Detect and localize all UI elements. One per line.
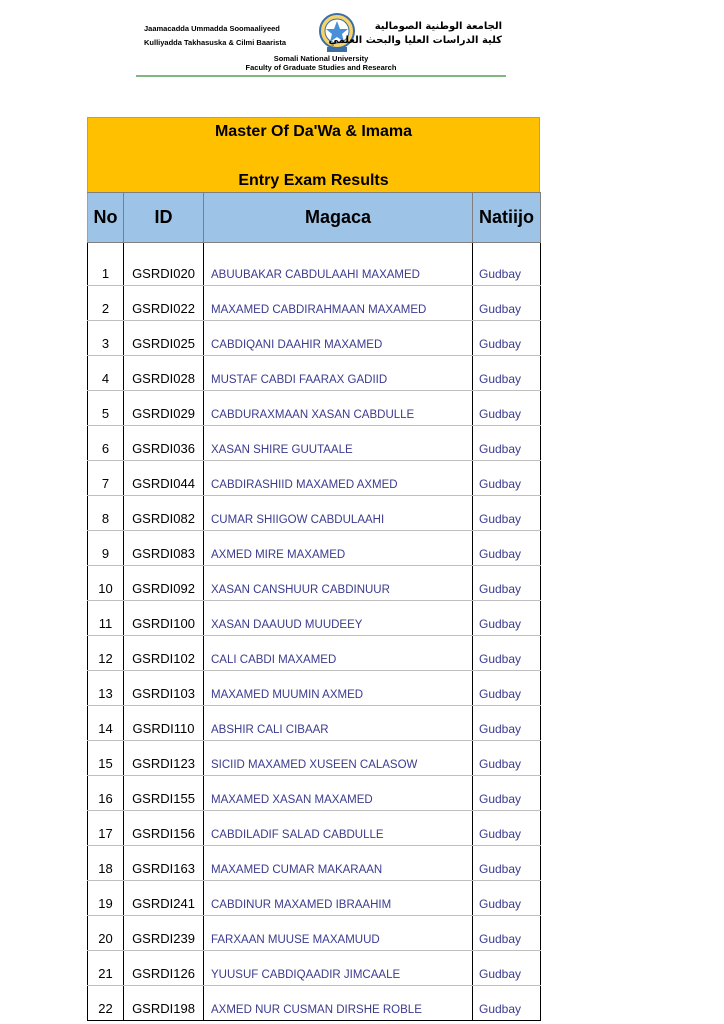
table-row [88, 916, 541, 951]
faculty-name-english: Faculty of Graduate Studies and Research [245, 63, 397, 72]
table-row [88, 741, 541, 776]
table-row [88, 566, 541, 601]
faculty-name-arabic: كلية الدراسات العليا والبحث العلمي [328, 35, 502, 46]
cell-result: Gudbay [473, 776, 541, 811]
cell-result: Gudbay [473, 811, 541, 846]
cell-name: XASAN SHIRE GUUTAALE [204, 426, 473, 461]
cell-id: GSRDI123 [124, 741, 204, 776]
cell-id: GSRDI028 [124, 356, 204, 391]
cell-result: Gudbay [473, 986, 541, 1021]
cell-name: SICIID MAXAMED XUSEEN CALASOW [204, 741, 473, 776]
table-row [88, 251, 541, 286]
table-row [88, 601, 541, 636]
cell-result: Gudbay [473, 391, 541, 426]
cell-no: 9 [88, 531, 124, 566]
cell-id: GSRDI036 [124, 426, 204, 461]
cell-result: Gudbay [473, 461, 541, 496]
cell-id: GSRDI092 [124, 566, 204, 601]
letterhead-english [136, 54, 506, 72]
cell-name: MAXAMED CABDIRAHMAAN MAXAMED [204, 286, 473, 321]
table-row [88, 426, 541, 461]
cell-id: GSRDI198 [124, 986, 204, 1021]
table-row [88, 321, 541, 356]
cell-name: XASAN CANSHUUR CABDINUUR [204, 566, 473, 601]
cell-id: GSRDI156 [124, 811, 204, 846]
table-row [88, 531, 541, 566]
cell-id: GSRDI155 [124, 776, 204, 811]
cell-no: 21 [88, 951, 124, 986]
cell-name: CALI CABDI MAXAMED [204, 636, 473, 671]
cell-no: 1 [88, 251, 124, 286]
cell-result: Gudbay [473, 321, 541, 356]
table-row [88, 951, 541, 986]
cell-no: 2 [88, 286, 124, 321]
cell-name: ABSHIR CALI CIBAAR [204, 706, 473, 741]
cell-result: Gudbay [473, 251, 541, 286]
university-name-arabic: الجامعة الوطنية الصومالية [374, 21, 502, 32]
table-row [88, 461, 541, 496]
cell-name: MUSTAF CABDI FAARAX GADIID [204, 356, 473, 391]
table-row [88, 286, 541, 321]
letterhead [136, 12, 506, 78]
cell-id: GSRDI241 [124, 881, 204, 916]
column-header-id: ID [124, 193, 204, 243]
cell-result: Gudbay [473, 706, 541, 741]
letterhead-arabic [328, 20, 502, 48]
table-row [88, 986, 541, 1021]
cell-id: GSRDI083 [124, 531, 204, 566]
cell-name: MAXAMED CUMAR MAKARAAN [204, 846, 473, 881]
cell-no: 8 [88, 496, 124, 531]
cell-result: Gudbay [473, 601, 541, 636]
header-gap-row [88, 243, 541, 252]
cell-no: 22 [88, 986, 124, 1021]
column-header-no: No [88, 193, 124, 243]
cell-id: GSRDI020 [124, 251, 204, 286]
cell-id: GSRDI126 [124, 951, 204, 986]
cell-name: CABDIQANI DAAHIR MAXAMED [204, 321, 473, 356]
cell-result: Gudbay [473, 671, 541, 706]
cell-no: 20 [88, 916, 124, 951]
table-row [88, 881, 541, 916]
cell-name: MAXAMED MUUMIN AXMED [204, 671, 473, 706]
cell-result: Gudbay [473, 426, 541, 461]
results-table [87, 192, 541, 1021]
university-name-somali: Jaamacadda Ummadda Soomaaliyeed [144, 24, 280, 33]
cell-id: GSRDI044 [124, 461, 204, 496]
cell-result: Gudbay [473, 741, 541, 776]
cell-no: 14 [88, 706, 124, 741]
table-row [88, 391, 541, 426]
cell-no: 6 [88, 426, 124, 461]
cell-result: Gudbay [473, 566, 541, 601]
column-header-name: Magaca [204, 193, 473, 243]
cell-result: Gudbay [473, 636, 541, 671]
cell-id: GSRDI163 [124, 846, 204, 881]
cell-name: XASAN DAAUUD MUUDEEY [204, 601, 473, 636]
results-subtitle: Entry Exam Results [238, 172, 389, 189]
table-header-row [88, 193, 541, 243]
results-table-container [87, 117, 540, 1021]
cell-name: CABDURAXMAAN XASAN CABDULLE [204, 391, 473, 426]
cell-name: CABDIRASHIID MAXAMED AXMED [204, 461, 473, 496]
cell-id: GSRDI103 [124, 671, 204, 706]
cell-result: Gudbay [473, 846, 541, 881]
cell-result: Gudbay [473, 916, 541, 951]
table-row [88, 811, 541, 846]
cell-id: GSRDI100 [124, 601, 204, 636]
results-banner [87, 117, 540, 192]
cell-no: 3 [88, 321, 124, 356]
cell-name: ABUUBAKAR CABDULAAHI MAXAMED [204, 251, 473, 286]
cell-no: 10 [88, 566, 124, 601]
cell-no: 12 [88, 636, 124, 671]
cell-no: 5 [88, 391, 124, 426]
cell-name: MAXAMED XASAN MAXAMED [204, 776, 473, 811]
cell-no: 13 [88, 671, 124, 706]
table-row [88, 496, 541, 531]
cell-name: CUMAR SHIIGOW CABDULAAHI [204, 496, 473, 531]
cell-no: 16 [88, 776, 124, 811]
table-row [88, 846, 541, 881]
cell-result: Gudbay [473, 356, 541, 391]
cell-id: GSRDI239 [124, 916, 204, 951]
cell-no: 11 [88, 601, 124, 636]
cell-no: 17 [88, 811, 124, 846]
cell-result: Gudbay [473, 531, 541, 566]
cell-result: Gudbay [473, 496, 541, 531]
cell-no: 19 [88, 881, 124, 916]
cell-result: Gudbay [473, 951, 541, 986]
cell-name: AXMED NUR CUSMAN DIRSHE ROBLE [204, 986, 473, 1021]
cell-name: CABDINUR MAXAMED IBRAAHIM [204, 881, 473, 916]
column-header-result: Natiijo [473, 193, 541, 243]
cell-id: GSRDI025 [124, 321, 204, 356]
table-row [88, 356, 541, 391]
program-title: Master Of Da'Wa & Imama [214, 123, 413, 140]
cell-result: Gudbay [473, 286, 541, 321]
table-row [88, 636, 541, 671]
university-name-english: Somali National University [273, 54, 369, 63]
cell-id: GSRDI022 [124, 286, 204, 321]
cell-id: GSRDI082 [124, 496, 204, 531]
faculty-name-somali: Kulliyadda Takhasuska & Cilmi Baarista [144, 38, 286, 47]
cell-no: 4 [88, 356, 124, 391]
cell-name: CABDILADIF SALAD CABDULLE [204, 811, 473, 846]
cell-name: FARXAAN MUUSE MAXAMUUD [204, 916, 473, 951]
cell-id: GSRDI102 [124, 636, 204, 671]
cell-no: 15 [88, 741, 124, 776]
letterhead-somali [144, 22, 286, 50]
table-row [88, 671, 541, 706]
cell-name: AXMED MIRE MAXAMED [204, 531, 473, 566]
cell-no: 18 [88, 846, 124, 881]
cell-id: GSRDI029 [124, 391, 204, 426]
letterhead-divider [136, 75, 506, 77]
cell-id: GSRDI110 [124, 706, 204, 741]
table-row [88, 776, 541, 811]
cell-no: 7 [88, 461, 124, 496]
table-row [88, 706, 541, 741]
cell-result: Gudbay [473, 881, 541, 916]
cell-name: YUUSUF CABDIQAADIR JIMCAALE [204, 951, 473, 986]
